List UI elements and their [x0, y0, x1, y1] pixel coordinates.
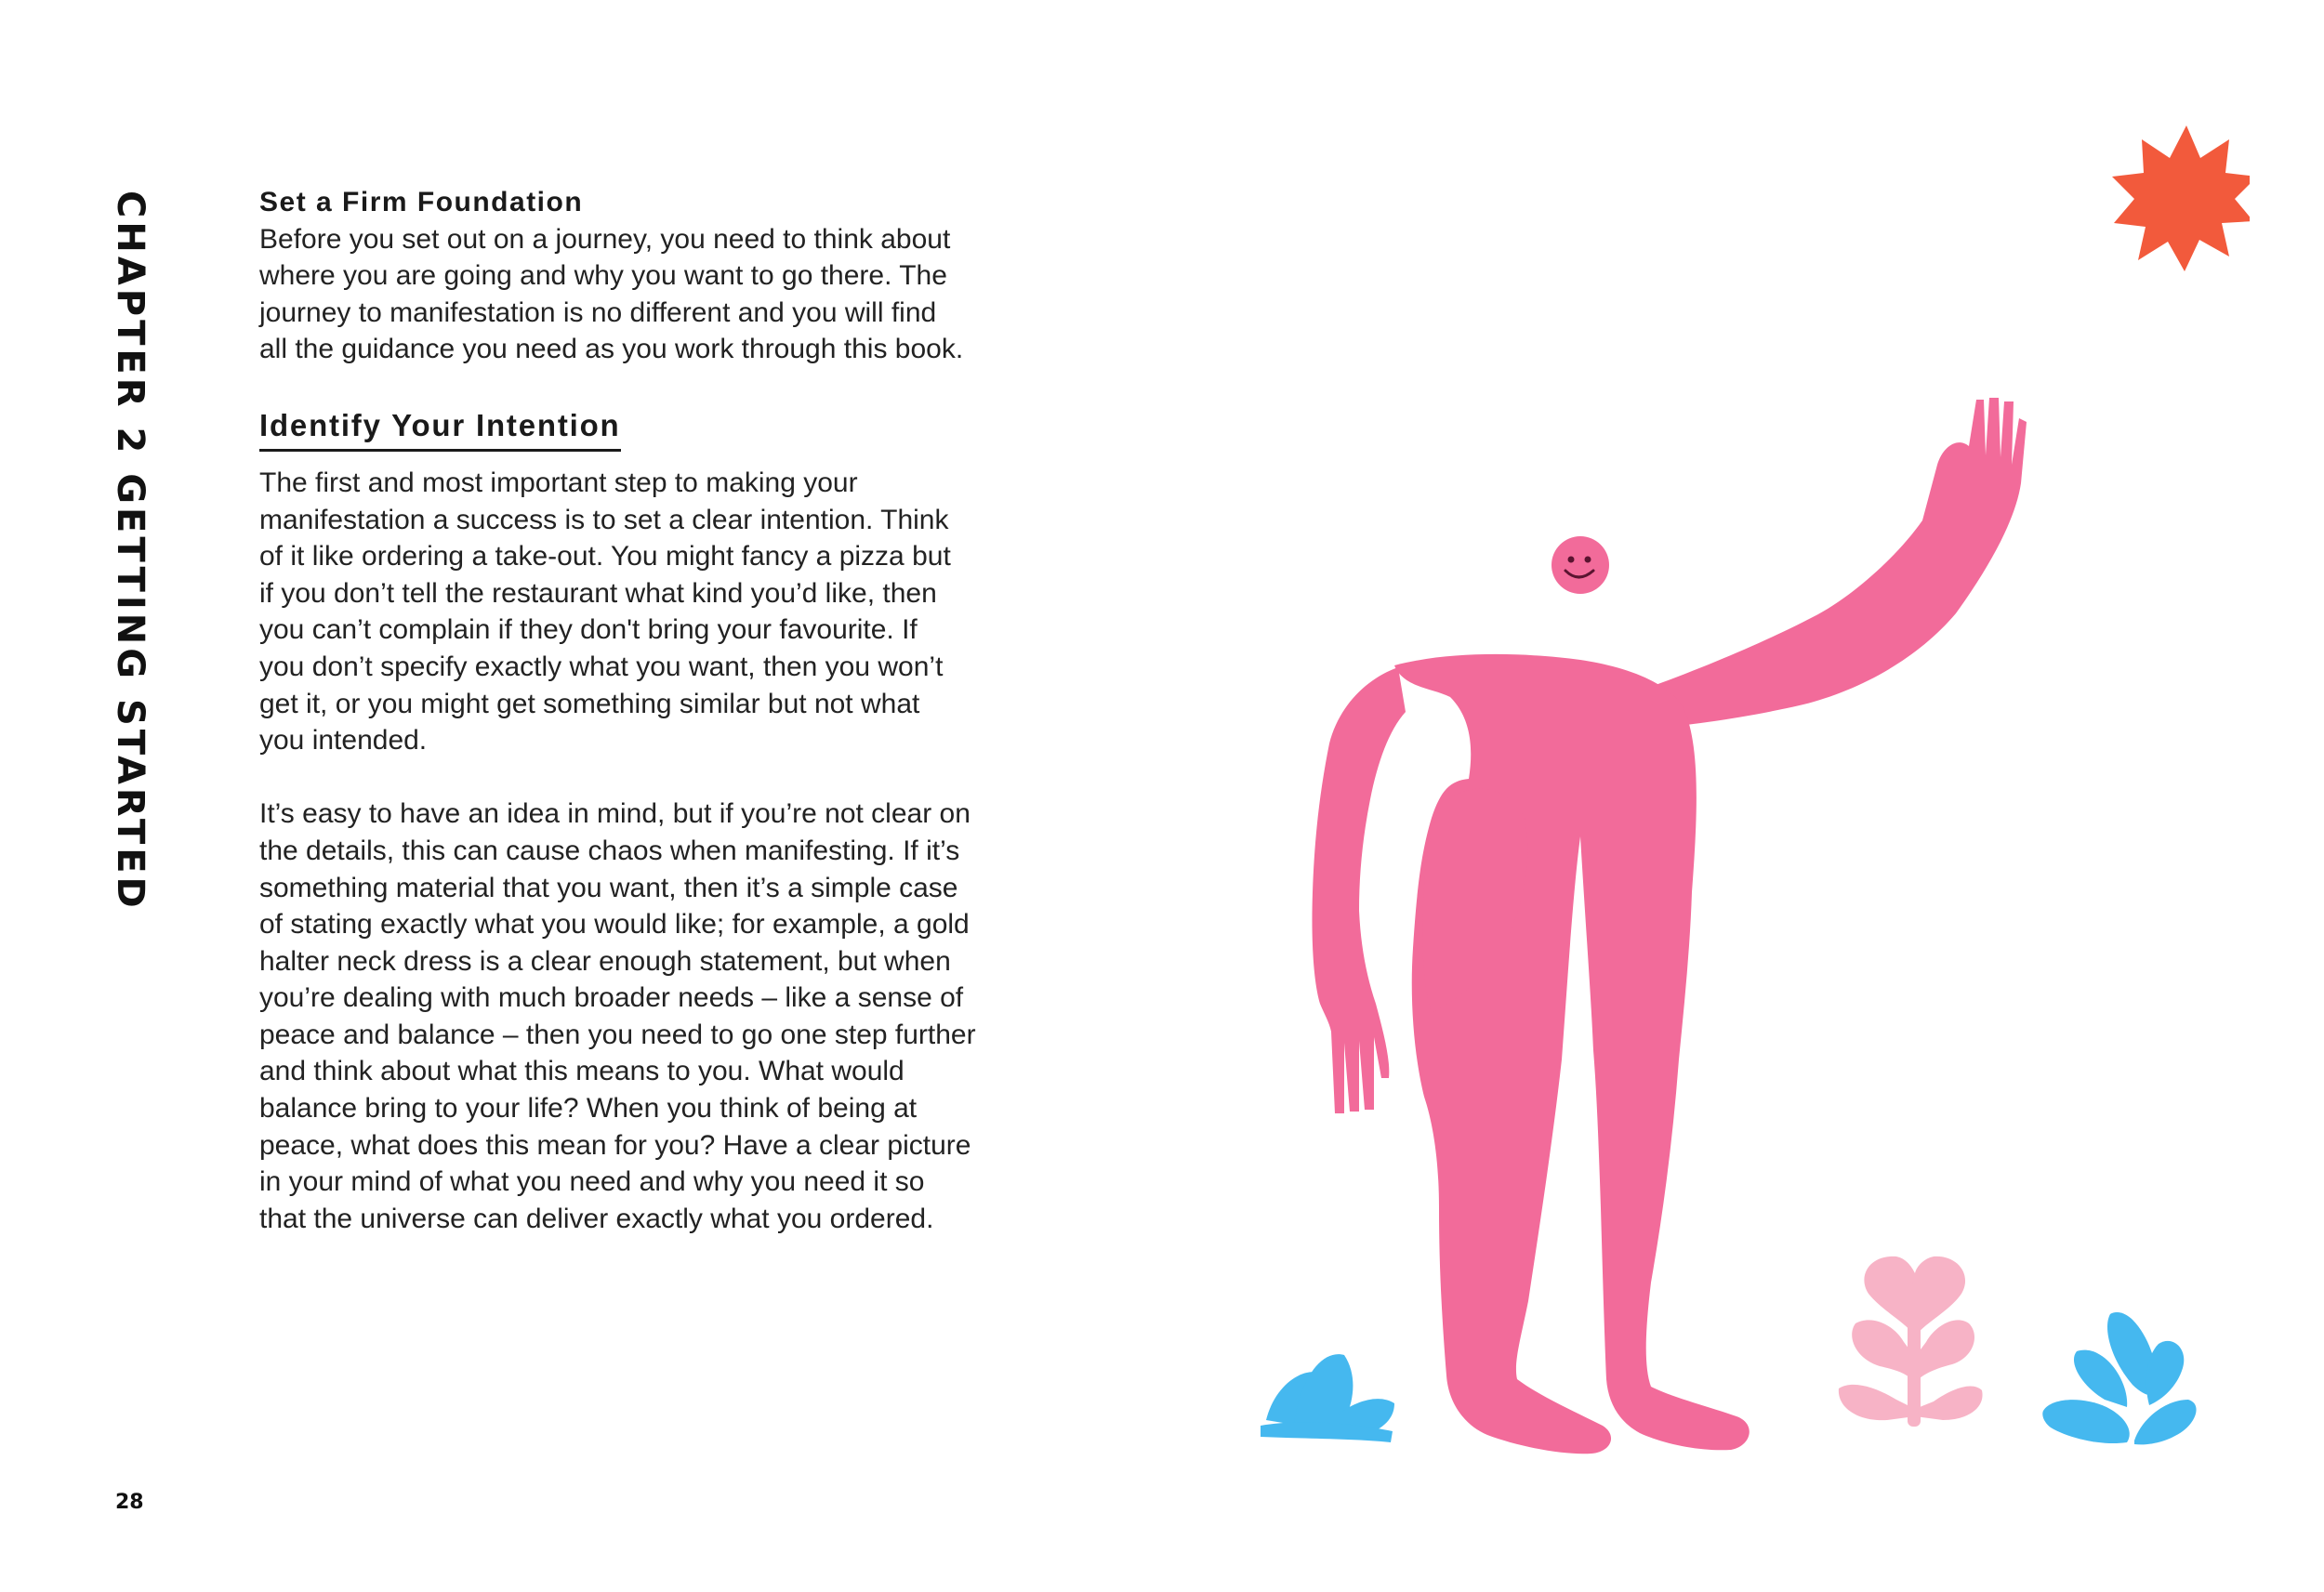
figure-illustration	[1227, 102, 2250, 1515]
section-heading-foundation: Set a Firm Foundation	[259, 187, 584, 217]
text-line: you don’t specify exactly what you want, then you won’t	[259, 651, 944, 682]
text-line: where you are going and why you want to go there. The	[259, 260, 947, 292]
sun-icon	[2112, 125, 2250, 271]
text-line: It’s easy to have an idea in mind, but if you’re not clear on	[259, 798, 971, 830]
text-line: balance bring to your life? When you think of being at	[259, 1093, 918, 1125]
text-line: you’re dealing with much broader needs – like a sense of	[259, 982, 964, 1014]
section-heading-intention: Identify Your Intention	[259, 406, 621, 452]
chapter-label: CHAPTER 2 GETTING STARTED	[109, 191, 152, 912]
text-line: peace and balance – then you need to go one step further	[259, 1019, 976, 1050]
text-line: the details, this can cause chaos when manifesting. If it’s	[259, 835, 960, 866]
text-line: of stating exactly what you would like; for example, a gold	[259, 909, 970, 941]
blue-plant-icon	[1261, 1354, 1394, 1442]
text-line: get it, or you might get something similar but not what	[259, 688, 920, 719]
text-line: and think about what this means to you. What would	[259, 1056, 905, 1087]
blue-plant-icon	[2042, 1312, 2196, 1444]
text-line: peace, what does this mean for you? Have a clear picture	[259, 1129, 971, 1161]
page-number: 28	[115, 1491, 144, 1514]
foundation-paragraph	[259, 221, 1031, 368]
intention-paragraph-2	[259, 796, 1031, 1237]
text-line: that the universe can deliver exactly what you ordered.	[259, 1203, 934, 1234]
intention-paragraph-1	[259, 465, 1031, 759]
text-line: in your mind of what you need and why you need it so	[259, 1166, 925, 1198]
text-line: Before you set out on a journey, you need to think about	[259, 223, 951, 255]
text-line: of it like ordering a take-out. You might fancy a pizza but	[259, 541, 951, 572]
text-line: journey to manifestation is no different and you will find	[259, 296, 937, 328]
text-line: if you don’t tell the restaurant what kind you’d like, then	[259, 577, 937, 609]
text-line: something material that you want, then it’s a simple case	[259, 872, 958, 903]
pink-plant-icon	[1839, 1256, 1983, 1427]
text-line: The first and most important step to making your	[259, 467, 858, 498]
text-line: manifestation a success is to set a clear intention. Think	[259, 504, 949, 535]
text-line: halter neck dress is a clear enough statement, but when	[259, 945, 951, 977]
text-line: you can’t complain if they don't bring your favourite. If	[259, 614, 918, 646]
text-line: you intended.	[259, 725, 428, 757]
text-line: all the guidance you need as you work through this book.	[259, 334, 964, 365]
text-column	[259, 184, 1031, 1237]
